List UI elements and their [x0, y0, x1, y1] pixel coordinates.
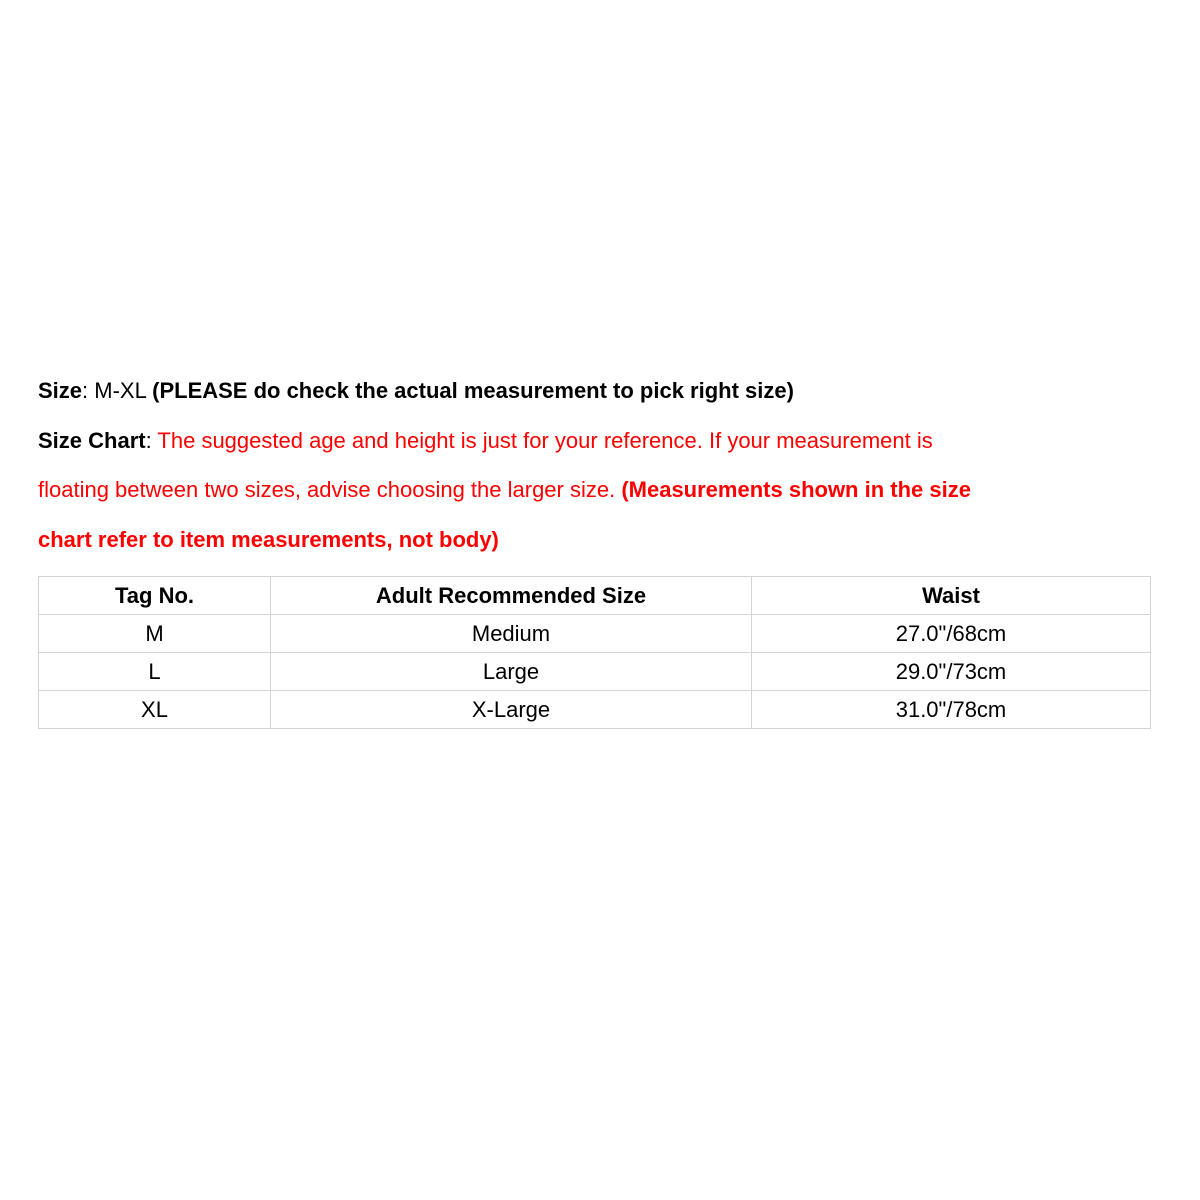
size-chart-line-1	[38, 416, 1158, 466]
size-line	[38, 366, 1158, 416]
size-chart-bold-note-2: chart refer to item measurements, not body)	[38, 526, 499, 552]
header-tag-no: Tag No.	[39, 577, 271, 615]
cell-tag-no: XL	[39, 691, 271, 729]
header-adult-recommended-size: Adult Recommended Size	[271, 577, 752, 615]
cell-recommended-size: Medium	[271, 615, 752, 653]
size-table	[38, 576, 1151, 729]
cell-tag-no: L	[39, 653, 271, 691]
size-info-block	[38, 366, 1158, 564]
table-row	[39, 615, 1151, 653]
size-chart-text-2: floating between two sizes, advise choosing the larger size.	[38, 477, 622, 502]
cell-recommended-size: X-Large	[271, 691, 752, 729]
size-chart-line-3	[38, 515, 1158, 565]
header-waist: Waist	[752, 577, 1151, 615]
cell-waist: 29.0"/73cm	[752, 653, 1151, 691]
size-range: M-XL	[94, 378, 153, 403]
size-chart-bold-note-1: (Measurements shown in the size	[621, 477, 971, 502]
size-note: (PLEASE do check the actual measurement to pick right size)	[152, 378, 794, 403]
cell-tag-no: M	[39, 615, 271, 653]
size-chart-line-2	[38, 465, 1158, 515]
size-separator: :	[82, 378, 95, 403]
cell-waist: 27.0"/68cm	[752, 615, 1151, 653]
size-chart-label: Size Chart	[38, 427, 146, 453]
size-label: Size	[38, 378, 83, 403]
table-row	[39, 691, 1151, 729]
size-chart-separator: :	[145, 427, 158, 453]
size-chart-text-1: The suggested age and height is just for your reference. If your measurement is	[157, 427, 933, 453]
cell-waist: 31.0"/78cm	[752, 691, 1151, 729]
cell-recommended-size: Large	[271, 653, 752, 691]
table-row	[39, 653, 1151, 691]
table-header-row	[39, 577, 1151, 615]
